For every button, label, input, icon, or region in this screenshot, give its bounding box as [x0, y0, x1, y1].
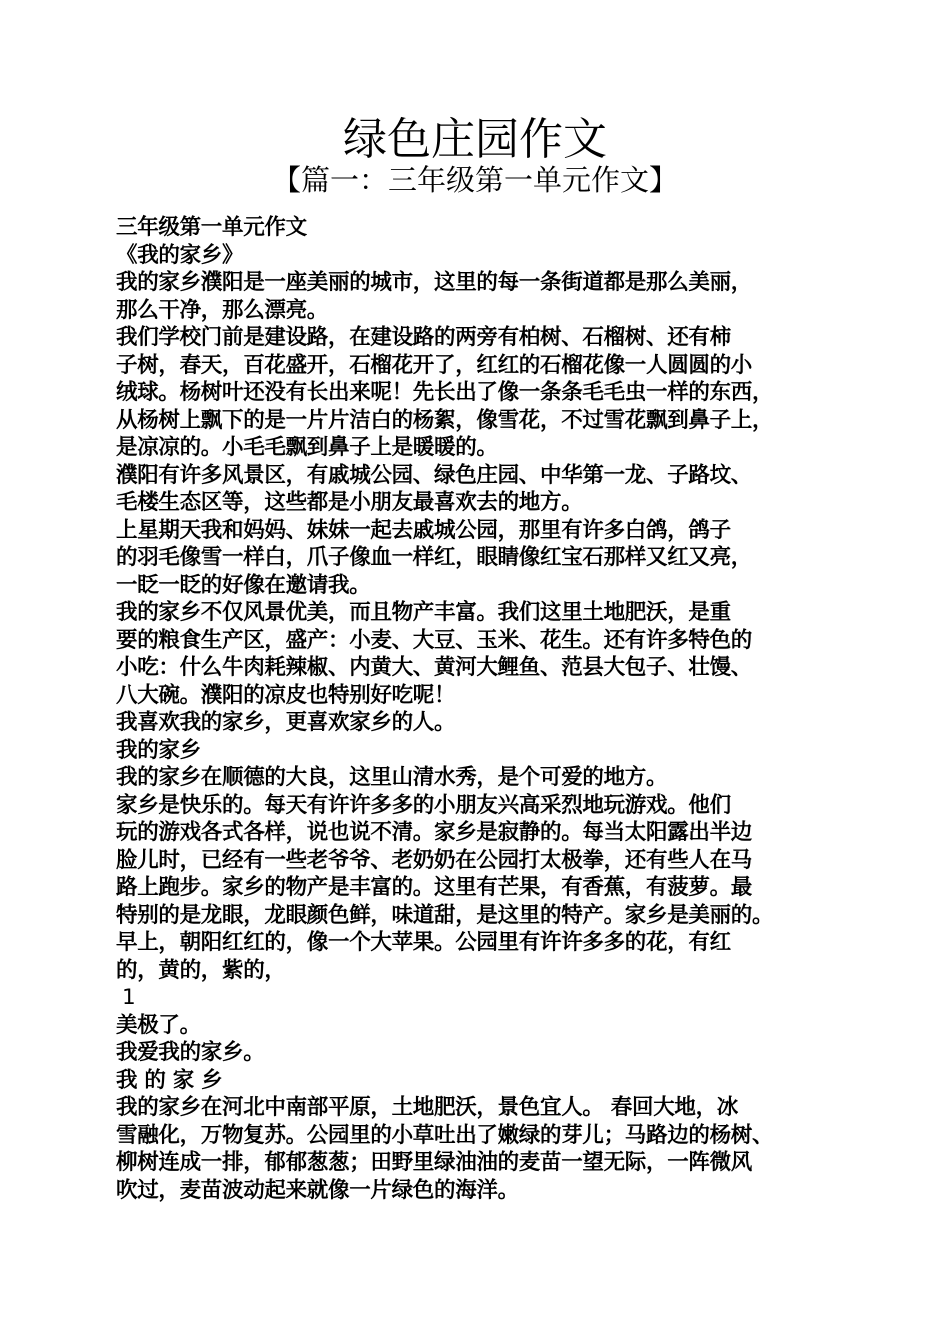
- text-line: 我喜欢我的家乡，更喜欢家乡的人。: [116, 710, 456, 735]
- text-line: 脸儿时，已经有一些老爷爷、老奶奶在公园打太极拳，还有些人在马: [116, 847, 753, 873]
- text-line: 柳树连成一排，郁郁葱葱；田野里绿油油的麦苗一望无际，一阵微风: [116, 1150, 753, 1175]
- text-line: 我的家乡濮阳是一座美丽的城市，这里的每一条街道都是那么美丽，: [116, 270, 753, 295]
- text-line: 早上，朝阳红红的，像一个大苹果。公园里有许许多多的花，有红: [116, 930, 731, 955]
- text-line: 濮阳有许多风景区，有戚城公园、绿色庄园、中华第一龙、子路坟、: [116, 462, 753, 488]
- text-line: 那么干净，那么漂亮。: [116, 297, 329, 323]
- text-line: 路上跑步。家乡的物产是丰富的。这里有芒果，有香蕉，有菠萝。最: [116, 875, 753, 900]
- text-line: 我爱我的家乡。: [116, 1040, 265, 1065]
- document-subtitle: 【篇一：三年级第一单元作文】: [271, 163, 678, 197]
- text-line: 毛楼生态区等，这些都是小朋友最喜欢去的地方。: [116, 490, 583, 515]
- text-line: 从杨树上飘下的是一片片洁白的杨絮，像雪花，不过雪花飘到鼻子上，: [116, 407, 774, 433]
- text-line: 雪融化，万物复苏。公园里的小草吐出了嫩绿的芽儿；马路边的杨树、: [116, 1122, 774, 1148]
- text-line: 是凉凉的。小毛毛飘到鼻子上是暖暖的。: [116, 435, 498, 460]
- text-line: 的羽毛像雪一样白，爪子像血一样红，眼睛像红宝石那样又红又亮，: [116, 545, 753, 570]
- text-line: 小吃：什么牛肉耗辣椒、内黄大、黄河大鲤鱼、范县大包子、壮馒、: [116, 655, 753, 680]
- text-line: 我的家乡不仅风景优美，而且物产丰富。我们这里土地肥沃，是重: [116, 600, 731, 625]
- text-line: 上星期天我和妈妈、妹妹一起去戚城公园，那里有许多白鸽，鸽子: [116, 517, 731, 543]
- text-line: 三年级第一单元作文: [116, 215, 307, 240]
- text-line: 我们学校门前是建设路，在建设路的两旁有柏树、石榴树、还有柿: [116, 325, 731, 350]
- text-line: 要的粮食生产区，盛产：小麦、大豆、玉米、花生。还有许多特色的: [116, 627, 753, 653]
- text-line: 家乡是快乐的。每天有许许多多的小朋友兴高采烈地玩游戏。他们: [116, 792, 731, 818]
- text-line: 绒球。杨树叶还没有长出来呢！先长出了像一条条毛毛虫一样的东西，: [116, 380, 774, 405]
- text-line: 特别的是龙眼，龙眼颜色鲜，味道甜，是这里的特产。家乡是美丽的。: [116, 902, 774, 928]
- text-line: 玩的游戏各式各样，说也说不清。家乡是寂静的。每当太阳露出半边: [116, 820, 753, 845]
- text-line: 的，黄的，紫的，: [116, 957, 286, 983]
- document-body: [116, 214, 846, 1204]
- text-line: 我 的 家 乡: [116, 1067, 223, 1093]
- text-line: 我的家乡在顺德的大良，这里山清水秀，是个可爱的地方。: [116, 765, 668, 790]
- text-line: 我的家乡: [116, 737, 201, 763]
- text-line: 吹过，麦苗波动起来就像一片绿色的海洋。: [116, 1177, 519, 1203]
- text-line: 一眨一眨的好像在邀请我。: [116, 572, 371, 598]
- text-line: 子树，春天，百花盛开，石榴花开了，红红的石榴花像一人圆圆的小: [116, 352, 753, 378]
- page-number: 1: [122, 985, 136, 1010]
- text-line: 我的家乡在河北中南部平原，土地肥沃，景色宜人。 春回大地，冰: [116, 1095, 738, 1120]
- text-line: 八大碗。濮阳的凉皮也特别好吃呢！: [116, 682, 456, 708]
- text-line: 《我的家乡》: [116, 242, 244, 268]
- text-line: 美极了。: [116, 1012, 201, 1038]
- document-title: 绿色庄园作文: [343, 114, 607, 165]
